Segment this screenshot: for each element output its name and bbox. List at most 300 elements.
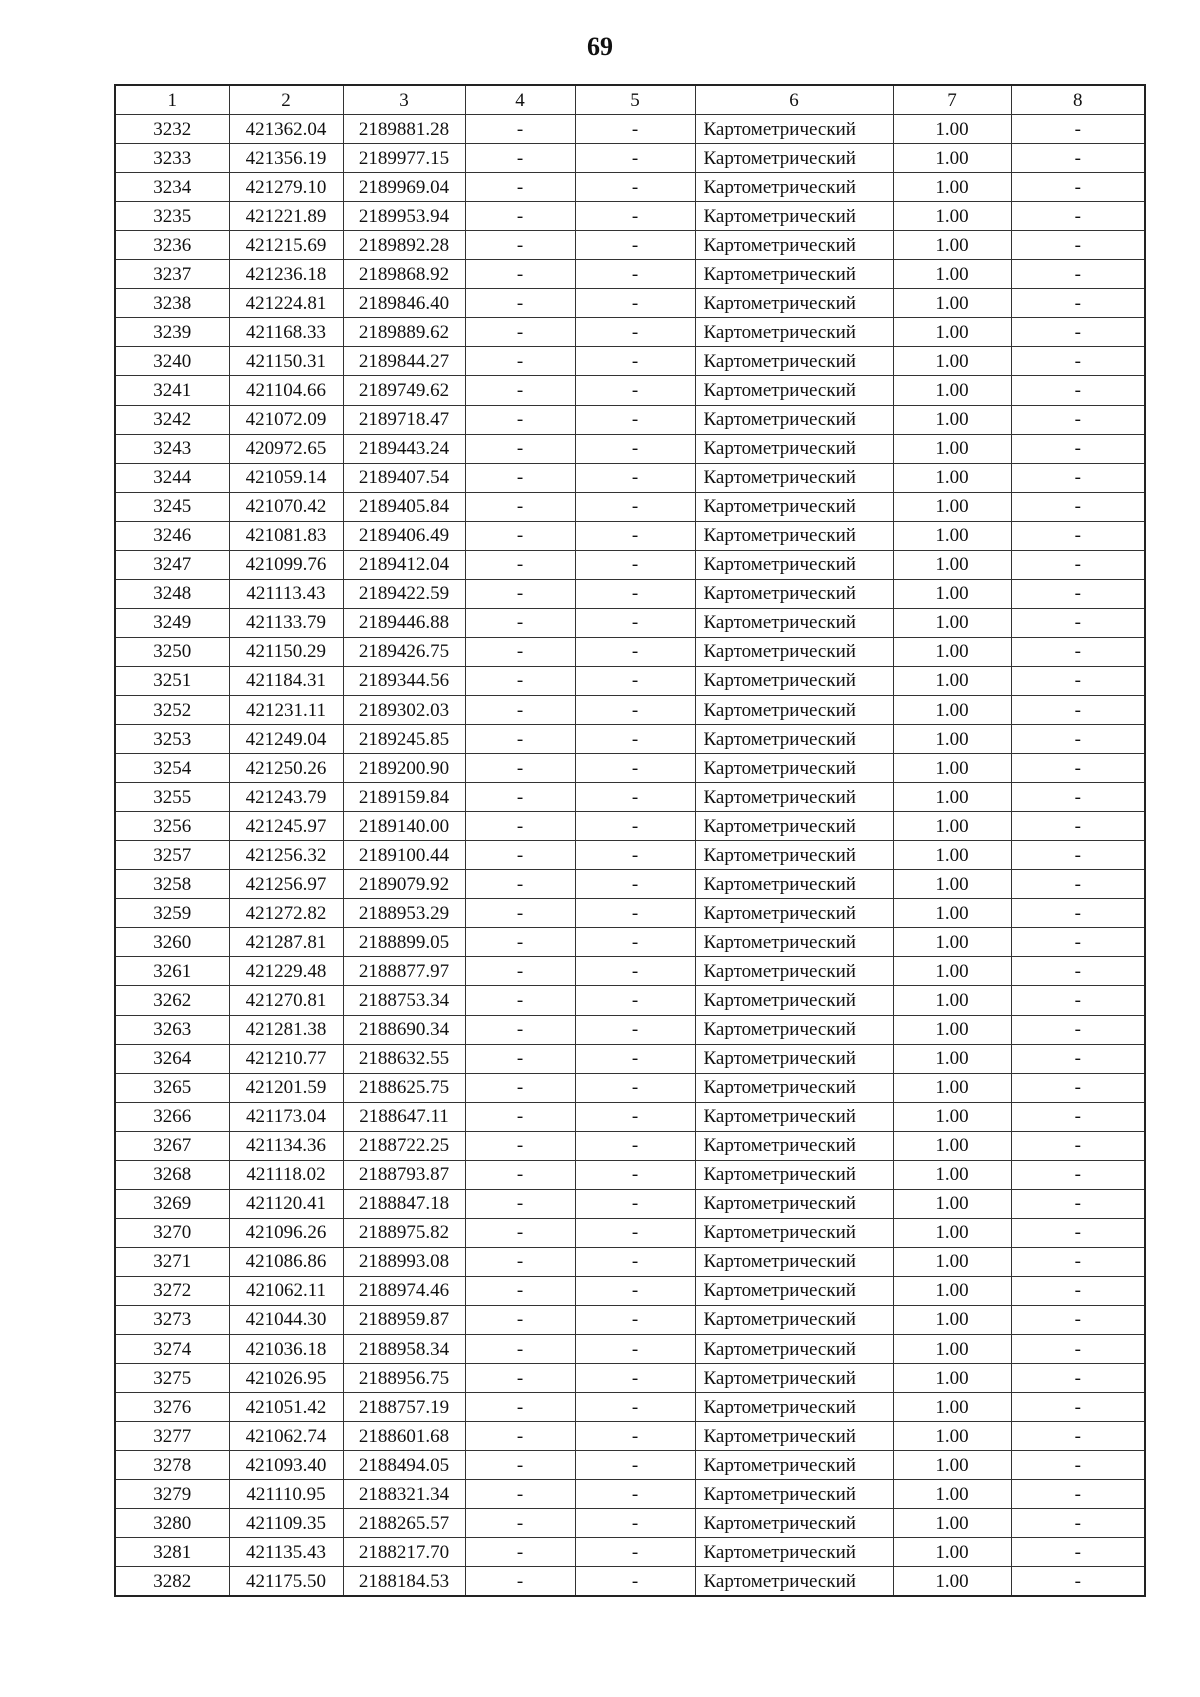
table-row	[115, 1538, 1145, 1567]
col4-cell: -	[465, 550, 575, 579]
col8-cell: -	[1011, 231, 1145, 260]
method-cell: Картометрический	[695, 521, 893, 550]
col8-cell: -	[1011, 1073, 1145, 1102]
col5-cell: -	[575, 550, 695, 579]
table-row	[115, 608, 1145, 637]
col4-cell: -	[465, 899, 575, 928]
x-coordinate-cell: 421256.32	[229, 841, 343, 870]
accuracy-cell: 1.00	[893, 899, 1011, 928]
column-header: 4	[465, 85, 575, 115]
col4-cell: -	[465, 841, 575, 870]
y-coordinate-cell: 2189344.56	[343, 666, 465, 695]
col5-cell: -	[575, 1160, 695, 1189]
col5-cell: -	[575, 1015, 695, 1044]
accuracy-cell: 1.00	[893, 550, 1011, 579]
col4-cell: -	[465, 783, 575, 812]
col4-cell: -	[465, 1102, 575, 1131]
method-cell: Картометрический	[695, 1393, 893, 1422]
col4-cell: -	[465, 1393, 575, 1422]
y-coordinate-cell: 2188847.18	[343, 1189, 465, 1218]
y-coordinate-cell: 2189200.90	[343, 754, 465, 783]
x-coordinate-cell: 421256.97	[229, 870, 343, 899]
x-coordinate-cell: 421072.09	[229, 405, 343, 434]
table-row	[115, 405, 1145, 434]
method-cell: Картометрический	[695, 1480, 893, 1509]
accuracy-cell: 1.00	[893, 1276, 1011, 1305]
table-row	[115, 1247, 1145, 1276]
y-coordinate-cell: 2188956.75	[343, 1364, 465, 1393]
method-cell: Картометрический	[695, 289, 893, 318]
col8-cell: -	[1011, 376, 1145, 405]
x-coordinate-cell: 421362.04	[229, 115, 343, 144]
point-number-cell: 3241	[115, 376, 229, 405]
point-number-cell: 3238	[115, 289, 229, 318]
point-number-cell: 3259	[115, 899, 229, 928]
col4-cell: -	[465, 231, 575, 260]
col5-cell: -	[575, 870, 695, 899]
x-coordinate-cell: 420972.65	[229, 434, 343, 463]
accuracy-cell: 1.00	[893, 695, 1011, 724]
y-coordinate-cell: 2189446.88	[343, 608, 465, 637]
point-number-cell: 3242	[115, 405, 229, 434]
accuracy-cell: 1.00	[893, 1509, 1011, 1538]
y-coordinate-cell: 2189881.28	[343, 115, 465, 144]
y-coordinate-cell: 2189302.03	[343, 695, 465, 724]
method-cell: Картометрический	[695, 1305, 893, 1334]
y-coordinate-cell: 2188632.55	[343, 1044, 465, 1073]
col8-cell: -	[1011, 1044, 1145, 1073]
table-row	[115, 289, 1145, 318]
col5-cell: -	[575, 1276, 695, 1305]
accuracy-cell: 1.00	[893, 928, 1011, 957]
col4-cell: -	[465, 1422, 575, 1451]
col8-cell: -	[1011, 144, 1145, 173]
col5-cell: -	[575, 841, 695, 870]
method-cell: Картометрический	[695, 463, 893, 492]
col4-cell: -	[465, 289, 575, 318]
table-row	[115, 870, 1145, 899]
table-row	[115, 1218, 1145, 1247]
table-row	[115, 666, 1145, 695]
col5-cell: -	[575, 957, 695, 986]
col5-cell: -	[575, 202, 695, 231]
point-number-cell: 3281	[115, 1538, 229, 1567]
col5-cell: -	[575, 173, 695, 202]
col4-cell: -	[465, 1335, 575, 1364]
y-coordinate-cell: 2188793.87	[343, 1160, 465, 1189]
x-coordinate-cell: 421110.95	[229, 1480, 343, 1509]
col5-cell: -	[575, 1218, 695, 1247]
y-coordinate-cell: 2188974.46	[343, 1276, 465, 1305]
col5-cell: -	[575, 754, 695, 783]
col8-cell: -	[1011, 957, 1145, 986]
x-coordinate-cell: 421229.48	[229, 957, 343, 986]
col8-cell: -	[1011, 1102, 1145, 1131]
col5-cell: -	[575, 231, 695, 260]
x-coordinate-cell: 421236.18	[229, 260, 343, 289]
col8-cell: -	[1011, 1422, 1145, 1451]
x-coordinate-cell: 421184.31	[229, 666, 343, 695]
col8-cell: -	[1011, 1131, 1145, 1160]
col5-cell: -	[575, 521, 695, 550]
accuracy-cell: 1.00	[893, 666, 1011, 695]
method-cell: Картометрический	[695, 841, 893, 870]
method-cell: Картометрический	[695, 1073, 893, 1102]
point-number-cell: 3273	[115, 1305, 229, 1334]
col4-cell: -	[465, 928, 575, 957]
col4-cell: -	[465, 173, 575, 202]
col4-cell: -	[465, 202, 575, 231]
col4-cell: -	[465, 1451, 575, 1480]
x-coordinate-cell: 421221.89	[229, 202, 343, 231]
col8-cell: -	[1011, 173, 1145, 202]
x-coordinate-cell: 421093.40	[229, 1451, 343, 1480]
col8-cell: -	[1011, 725, 1145, 754]
col8-cell: -	[1011, 1538, 1145, 1567]
col8-cell: -	[1011, 202, 1145, 231]
col5-cell: -	[575, 1509, 695, 1538]
x-coordinate-cell: 421215.69	[229, 231, 343, 260]
col8-cell: -	[1011, 637, 1145, 666]
col8-cell: -	[1011, 870, 1145, 899]
method-cell: Картометрический	[695, 666, 893, 695]
x-coordinate-cell: 421062.74	[229, 1422, 343, 1451]
col5-cell: -	[575, 376, 695, 405]
x-coordinate-cell: 421210.77	[229, 1044, 343, 1073]
column-header: 8	[1011, 85, 1145, 115]
y-coordinate-cell: 2188690.34	[343, 1015, 465, 1044]
table-row	[115, 1451, 1145, 1480]
col8-cell: -	[1011, 1451, 1145, 1480]
col4-cell: -	[465, 434, 575, 463]
method-cell: Картометрический	[695, 1335, 893, 1364]
accuracy-cell: 1.00	[893, 115, 1011, 144]
col8-cell: -	[1011, 1480, 1145, 1509]
table-row	[115, 725, 1145, 754]
y-coordinate-cell: 2188958.34	[343, 1335, 465, 1364]
col5-cell: -	[575, 463, 695, 492]
col5-cell: -	[575, 928, 695, 957]
col8-cell: -	[1011, 1015, 1145, 1044]
col4-cell: -	[465, 1247, 575, 1276]
point-number-cell: 3274	[115, 1335, 229, 1364]
x-coordinate-cell: 421173.04	[229, 1102, 343, 1131]
col5-cell: -	[575, 986, 695, 1015]
point-number-cell: 3257	[115, 841, 229, 870]
x-coordinate-cell: 421086.86	[229, 1247, 343, 1276]
y-coordinate-cell: 2188877.97	[343, 957, 465, 986]
col5-cell: -	[575, 144, 695, 173]
point-number-cell: 3240	[115, 347, 229, 376]
col4-cell: -	[465, 695, 575, 724]
col8-cell: -	[1011, 666, 1145, 695]
x-coordinate-cell: 421096.26	[229, 1218, 343, 1247]
point-number-cell: 3267	[115, 1131, 229, 1160]
method-cell: Картометрический	[695, 608, 893, 637]
method-cell: Картометрический	[695, 318, 893, 347]
table-row	[115, 1335, 1145, 1364]
y-coordinate-cell: 2188601.68	[343, 1422, 465, 1451]
accuracy-cell: 1.00	[893, 1538, 1011, 1567]
table-row	[115, 1073, 1145, 1102]
accuracy-cell: 1.00	[893, 231, 1011, 260]
table-row	[115, 434, 1145, 463]
accuracy-cell: 1.00	[893, 405, 1011, 434]
col4-cell: -	[465, 1276, 575, 1305]
point-number-cell: 3264	[115, 1044, 229, 1073]
col4-cell: -	[465, 1509, 575, 1538]
col8-cell: -	[1011, 1509, 1145, 1538]
table-row	[115, 1276, 1145, 1305]
point-number-cell: 3243	[115, 434, 229, 463]
col4-cell: -	[465, 870, 575, 899]
accuracy-cell: 1.00	[893, 579, 1011, 608]
x-coordinate-cell: 421026.95	[229, 1364, 343, 1393]
col8-cell: -	[1011, 928, 1145, 957]
x-coordinate-cell: 421249.04	[229, 725, 343, 754]
col8-cell: -	[1011, 783, 1145, 812]
col4-cell: -	[465, 608, 575, 637]
accuracy-cell: 1.00	[893, 957, 1011, 986]
point-number-cell: 3263	[115, 1015, 229, 1044]
x-coordinate-cell: 421272.82	[229, 899, 343, 928]
col4-cell: -	[465, 725, 575, 754]
col8-cell: -	[1011, 579, 1145, 608]
col8-cell: -	[1011, 1567, 1145, 1597]
accuracy-cell: 1.00	[893, 1393, 1011, 1422]
col4-cell: -	[465, 637, 575, 666]
col4-cell: -	[465, 405, 575, 434]
y-coordinate-cell: 2188959.87	[343, 1305, 465, 1334]
x-coordinate-cell: 421135.43	[229, 1538, 343, 1567]
col4-cell: -	[465, 1567, 575, 1597]
point-number-cell: 3239	[115, 318, 229, 347]
col5-cell: -	[575, 1335, 695, 1364]
col8-cell: -	[1011, 492, 1145, 521]
accuracy-cell: 1.00	[893, 1422, 1011, 1451]
col8-cell: -	[1011, 289, 1145, 318]
point-number-cell: 3254	[115, 754, 229, 783]
accuracy-cell: 1.00	[893, 870, 1011, 899]
y-coordinate-cell: 2188722.25	[343, 1131, 465, 1160]
point-number-cell: 3266	[115, 1102, 229, 1131]
column-header: 7	[893, 85, 1011, 115]
column-header: 5	[575, 85, 695, 115]
point-number-cell: 3248	[115, 579, 229, 608]
x-coordinate-cell: 421279.10	[229, 173, 343, 202]
y-coordinate-cell: 2189100.44	[343, 841, 465, 870]
col8-cell: -	[1011, 1247, 1145, 1276]
col4-cell: -	[465, 1160, 575, 1189]
col8-cell: -	[1011, 318, 1145, 347]
method-cell: Картометрический	[695, 899, 893, 928]
method-cell: Картометрический	[695, 1044, 893, 1073]
accuracy-cell: 1.00	[893, 434, 1011, 463]
method-cell: Картометрический	[695, 1189, 893, 1218]
y-coordinate-cell: 2188321.34	[343, 1480, 465, 1509]
col5-cell: -	[575, 1044, 695, 1073]
x-coordinate-cell: 421168.33	[229, 318, 343, 347]
table-row	[115, 173, 1145, 202]
col4-cell: -	[465, 144, 575, 173]
table-row	[115, 986, 1145, 1015]
y-coordinate-cell: 2188753.34	[343, 986, 465, 1015]
col8-cell: -	[1011, 1335, 1145, 1364]
y-coordinate-cell: 2189426.75	[343, 637, 465, 666]
y-coordinate-cell: 2188953.29	[343, 899, 465, 928]
point-number-cell: 3255	[115, 783, 229, 812]
y-coordinate-cell: 2188184.53	[343, 1567, 465, 1597]
accuracy-cell: 1.00	[893, 1305, 1011, 1334]
y-coordinate-cell: 2189889.62	[343, 318, 465, 347]
col5-cell: -	[575, 318, 695, 347]
col5-cell: -	[575, 1189, 695, 1218]
table-header-row	[115, 85, 1145, 115]
y-coordinate-cell: 2189892.28	[343, 231, 465, 260]
y-coordinate-cell: 2189406.49	[343, 521, 465, 550]
method-cell: Картометрический	[695, 405, 893, 434]
y-coordinate-cell: 2189407.54	[343, 463, 465, 492]
point-number-cell: 3233	[115, 144, 229, 173]
y-coordinate-cell: 2188625.75	[343, 1073, 465, 1102]
accuracy-cell: 1.00	[893, 1567, 1011, 1597]
method-cell: Картометрический	[695, 115, 893, 144]
col8-cell: -	[1011, 608, 1145, 637]
col5-cell: -	[575, 783, 695, 812]
method-cell: Картометрический	[695, 550, 893, 579]
y-coordinate-cell: 2188993.08	[343, 1247, 465, 1276]
method-cell: Картометрический	[695, 695, 893, 724]
col8-cell: -	[1011, 521, 1145, 550]
accuracy-cell: 1.00	[893, 1451, 1011, 1480]
y-coordinate-cell: 2189412.04	[343, 550, 465, 579]
accuracy-cell: 1.00	[893, 841, 1011, 870]
col5-cell: -	[575, 1247, 695, 1276]
x-coordinate-cell: 421133.79	[229, 608, 343, 637]
accuracy-cell: 1.00	[893, 1218, 1011, 1247]
col4-cell: -	[465, 463, 575, 492]
accuracy-cell: 1.00	[893, 376, 1011, 405]
point-number-cell: 3279	[115, 1480, 229, 1509]
col5-cell: -	[575, 812, 695, 841]
x-coordinate-cell: 421270.81	[229, 986, 343, 1015]
col5-cell: -	[575, 695, 695, 724]
method-cell: Картометрический	[695, 1218, 893, 1247]
col4-cell: -	[465, 1538, 575, 1567]
method-cell: Картометрический	[695, 1102, 893, 1131]
point-number-cell: 3277	[115, 1422, 229, 1451]
accuracy-cell: 1.00	[893, 1189, 1011, 1218]
col8-cell: -	[1011, 1276, 1145, 1305]
accuracy-cell: 1.00	[893, 812, 1011, 841]
column-header: 3	[343, 85, 465, 115]
y-coordinate-cell: 2189443.24	[343, 434, 465, 463]
method-cell: Картометрический	[695, 1422, 893, 1451]
method-cell: Картометрический	[695, 812, 893, 841]
y-coordinate-cell: 2189422.59	[343, 579, 465, 608]
col5-cell: -	[575, 1567, 695, 1597]
point-number-cell: 3280	[115, 1509, 229, 1538]
point-number-cell: 3247	[115, 550, 229, 579]
method-cell: Картометрический	[695, 1276, 893, 1305]
y-coordinate-cell: 2189718.47	[343, 405, 465, 434]
x-coordinate-cell: 421044.30	[229, 1305, 343, 1334]
x-coordinate-cell: 421281.38	[229, 1015, 343, 1044]
table-row	[115, 347, 1145, 376]
y-coordinate-cell: 2189079.92	[343, 870, 465, 899]
method-cell: Картометрический	[695, 1567, 893, 1597]
method-cell: Картометрический	[695, 783, 893, 812]
x-coordinate-cell: 421070.42	[229, 492, 343, 521]
method-cell: Картометрический	[695, 1160, 893, 1189]
x-coordinate-cell: 421113.43	[229, 579, 343, 608]
x-coordinate-cell: 421250.26	[229, 754, 343, 783]
col5-cell: -	[575, 637, 695, 666]
accuracy-cell: 1.00	[893, 144, 1011, 173]
table-row	[115, 637, 1145, 666]
method-cell: Картометрический	[695, 1247, 893, 1276]
table-row	[115, 1393, 1145, 1422]
col5-cell: -	[575, 1131, 695, 1160]
table-row	[115, 202, 1145, 231]
table-row	[115, 231, 1145, 260]
point-number-cell: 3236	[115, 231, 229, 260]
accuracy-cell: 1.00	[893, 202, 1011, 231]
point-number-cell: 3237	[115, 260, 229, 289]
table-row	[115, 1567, 1145, 1597]
x-coordinate-cell: 421150.31	[229, 347, 343, 376]
y-coordinate-cell: 2189844.27	[343, 347, 465, 376]
table-row	[115, 1422, 1145, 1451]
point-number-cell: 3262	[115, 986, 229, 1015]
table-row	[115, 1509, 1145, 1538]
col4-cell: -	[465, 115, 575, 144]
col5-cell: -	[575, 1538, 695, 1567]
col4-cell: -	[465, 1131, 575, 1160]
table-row	[115, 579, 1145, 608]
col8-cell: -	[1011, 1364, 1145, 1393]
col4-cell: -	[465, 347, 575, 376]
accuracy-cell: 1.00	[893, 173, 1011, 202]
table-row	[115, 899, 1145, 928]
accuracy-cell: 1.00	[893, 463, 1011, 492]
point-number-cell: 3256	[115, 812, 229, 841]
y-coordinate-cell: 2188494.05	[343, 1451, 465, 1480]
method-cell: Картометрический	[695, 260, 893, 289]
col4-cell: -	[465, 1218, 575, 1247]
y-coordinate-cell: 2189977.15	[343, 144, 465, 173]
y-coordinate-cell: 2189868.92	[343, 260, 465, 289]
col4-cell: -	[465, 1073, 575, 1102]
point-number-cell: 3272	[115, 1276, 229, 1305]
accuracy-cell: 1.00	[893, 260, 1011, 289]
method-cell: Картометрический	[695, 492, 893, 521]
method-cell: Картометрический	[695, 754, 893, 783]
col5-cell: -	[575, 1073, 695, 1102]
col8-cell: -	[1011, 841, 1145, 870]
x-coordinate-cell: 421118.02	[229, 1160, 343, 1189]
col5-cell: -	[575, 1102, 695, 1131]
y-coordinate-cell: 2189749.62	[343, 376, 465, 405]
col4-cell: -	[465, 1015, 575, 1044]
col4-cell: -	[465, 1364, 575, 1393]
accuracy-cell: 1.00	[893, 1247, 1011, 1276]
accuracy-cell: 1.00	[893, 1102, 1011, 1131]
point-number-cell: 3250	[115, 637, 229, 666]
col5-cell: -	[575, 1422, 695, 1451]
col8-cell: -	[1011, 754, 1145, 783]
point-number-cell: 3249	[115, 608, 229, 637]
